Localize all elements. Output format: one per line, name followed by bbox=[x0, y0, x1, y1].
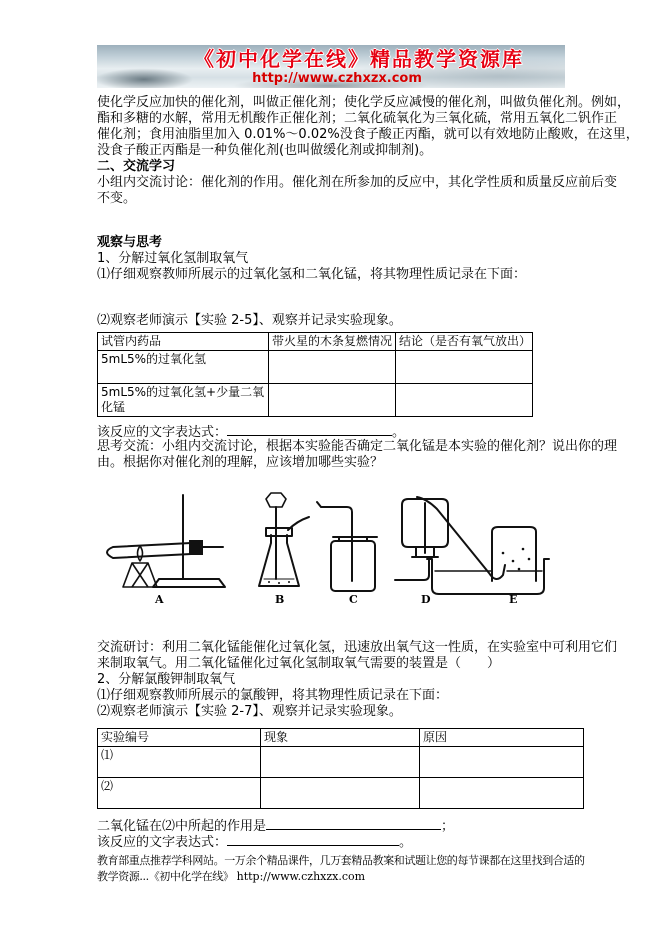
intro-paragraph bbox=[97, 95, 639, 159]
table-row bbox=[98, 747, 584, 778]
table-row bbox=[98, 778, 584, 809]
mno2-role-label: 二氧化锰在⑵中所起的作用是 bbox=[97, 819, 267, 834]
observe-step1: ⑴仔细观察教师所展示的过氧化氢和二氧化锰，将其物理性质记录在下面： bbox=[97, 267, 527, 282]
fill-in-blank bbox=[227, 833, 399, 846]
label-d: D bbox=[421, 593, 431, 606]
cell-reagent-2: 5mL5%的过氧化氢+少量二氧化锰 bbox=[98, 384, 269, 417]
table-header-row bbox=[98, 729, 584, 747]
label-c: C bbox=[349, 593, 358, 606]
fill-in-blank bbox=[227, 423, 392, 436]
column-header-reason: 原因 bbox=[420, 729, 584, 747]
section2-line: 小组内交流讨论：催化剂的作用。催化剂在所参加的反应中，其化学性质和质量反应前后变 bbox=[97, 175, 618, 190]
cell-number-1: ⑴ bbox=[98, 747, 261, 778]
intro-line: 酯和多糖的水解，常用无机酸作正催化剂；二氧化硫氧化为三氧化硫，常用五氧化二钒作正 bbox=[97, 111, 618, 126]
apparatus-d-inverted-bottle bbox=[395, 499, 448, 580]
part2-item: 2、分解氯酸钾制取氧气 bbox=[97, 672, 236, 687]
page-content bbox=[97, 45, 639, 885]
intro-line: 使化学反应加快的催化剂，叫做正催化剂；使化学反应减慢的催化剂，叫做负催化剂。例如， bbox=[97, 95, 631, 110]
section-heading-observe-think: 观察与思考 bbox=[97, 235, 163, 250]
label-b: B bbox=[275, 593, 285, 606]
apparatus-c-gas-bottle bbox=[317, 502, 377, 591]
cell-reagent-1: 5mL5%的过氧化氢 bbox=[98, 351, 269, 384]
word-expression-label: 该反应的文字表达式： bbox=[97, 425, 228, 440]
column-header-reagent: 试管内药品 bbox=[98, 333, 269, 351]
word-expression-suffix: 。 bbox=[399, 835, 413, 850]
section-heading-exchange-study: 二、交流学习 bbox=[97, 159, 176, 174]
experiment-2-5-table bbox=[97, 332, 533, 417]
word-expression-line-1 bbox=[97, 423, 565, 439]
cell-splint-2 bbox=[269, 384, 396, 417]
cell-splint-1 bbox=[269, 351, 396, 384]
cell-number-2: ⑵ bbox=[98, 778, 261, 809]
column-header-phenomenon: 现象 bbox=[261, 729, 420, 747]
site-title: 《初中化学在线》精品教学资源库 bbox=[194, 47, 524, 71]
observe-step2: ⑵观察老师演示【实验 2-5】、观察并记录实验现象。 bbox=[97, 313, 402, 328]
page-footer bbox=[97, 853, 585, 885]
apparatus-b-flask-funnel bbox=[259, 493, 309, 586]
experiment-2-7-table bbox=[97, 728, 584, 809]
cell-conclusion-1 bbox=[396, 351, 533, 384]
table-header-row bbox=[98, 333, 533, 351]
column-header-number: 实验编号 bbox=[98, 729, 261, 747]
word-expression-suffix: 。 bbox=[392, 425, 406, 440]
cell-phenomenon-1 bbox=[261, 747, 420, 778]
footer-text: 教学资源...《初中化学在线》 bbox=[97, 870, 234, 883]
site-url-link[interactable]: http://www.czhxzx.com bbox=[252, 71, 422, 86]
mno2-role-line bbox=[97, 817, 565, 833]
word-expression-line-2 bbox=[97, 833, 565, 849]
cell-phenomenon-2 bbox=[261, 778, 420, 809]
label-a: A bbox=[155, 593, 164, 606]
apparatus-e-water-trough bbox=[417, 497, 549, 594]
footer-line: 教育部重点推荐学科网站。一万余个精品课件，几万套精品教案和试题让您的每节课都在这里找到合适的 bbox=[97, 854, 585, 867]
cell-conclusion-2 bbox=[396, 384, 533, 417]
observe-item1: 1、分解过氧化氢制取氧气 bbox=[97, 251, 249, 266]
cell-reason-1 bbox=[420, 747, 584, 778]
table-row bbox=[98, 384, 533, 417]
table-row bbox=[98, 351, 533, 384]
label-e: E bbox=[509, 593, 518, 606]
column-header-splint: 带火星的木条复燃情况 bbox=[269, 333, 396, 351]
site-banner-image bbox=[97, 45, 565, 88]
section2-line: 不变。 bbox=[97, 191, 137, 206]
part2-step2: ⑵观察老师演示【实验 2-7】、观察并记录实验现象。 bbox=[97, 704, 402, 719]
discuss-line: 交流研讨：利用二氧化锰能催化过氧化氢，迅速放出氧气这一性质，在实验室中可利用它们 bbox=[97, 640, 618, 655]
footer-line bbox=[97, 869, 565, 885]
intro-line: 没食子酸正丙酯是一种负催化剂(也叫做缓化剂或抑制剂)。 bbox=[97, 143, 433, 158]
discuss-line: 来制取氧气。用二氧化锰催化过氧化氢制取氧气需要的装置是（ ） bbox=[97, 656, 501, 671]
think-exchange-line: 由。根据你对催化剂的理解，应该增加哪些实验？ bbox=[97, 455, 384, 470]
part2-step1: ⑴仔细观察教师所展示的氯酸钾，将其物理性质记录在下面： bbox=[97, 688, 449, 703]
footer-url-link[interactable]: http://www.czhxzx.com bbox=[236, 870, 366, 883]
fill-in-blank bbox=[266, 817, 441, 830]
intro-line: 催化剂；食用油脂里加入 0.01%～0.02%没食子酸正丙酯，就可以有效地防止酸败，在这里， bbox=[97, 127, 639, 142]
word-expression-label: 该反应的文字表达式： bbox=[97, 835, 228, 850]
think-exchange-line: 思考交流：小组内交流讨论，根据本实验能否确定二氧化锰是本实验的催化剂？说出你的理 bbox=[97, 439, 618, 454]
apparatus-a-heating-setup bbox=[107, 495, 225, 606]
column-header-conclusion: 结论（是否有氧气放出） bbox=[396, 333, 533, 351]
mno2-role-suffix: ； bbox=[441, 819, 455, 834]
apparatus-drawing bbox=[99, 491, 551, 606]
cell-reason-2 bbox=[420, 778, 584, 809]
apparatus-figure bbox=[99, 491, 565, 606]
